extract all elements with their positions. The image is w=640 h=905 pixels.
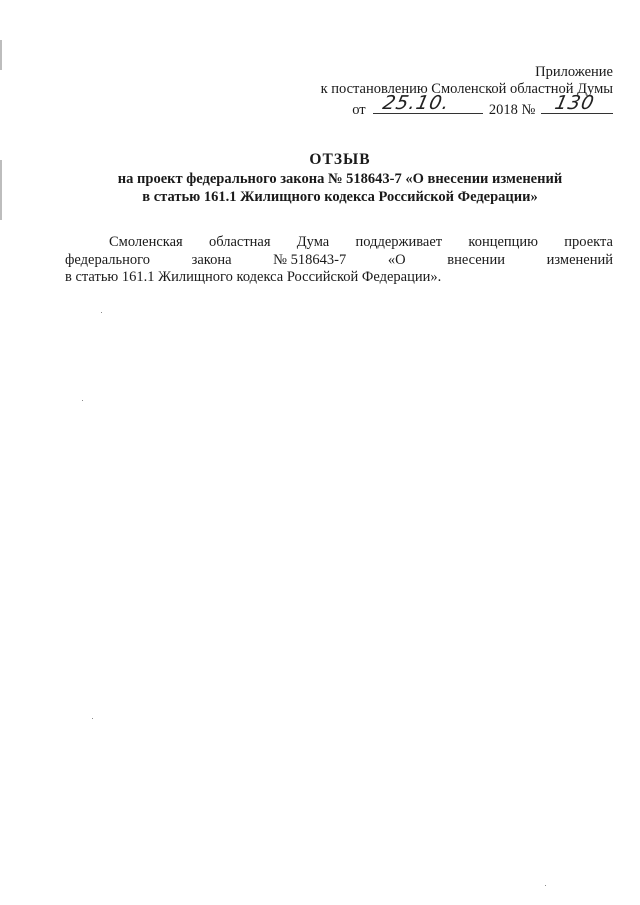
- body-line-3: в статью 161.1 Жилищного кодекса Российской Федерации».: [65, 269, 442, 285]
- body-word: федерального: [65, 251, 150, 268]
- scan-edge-mark: [0, 160, 2, 220]
- handwritten-date: 25.10.: [381, 92, 453, 114]
- appendix-resolution-line: к постановлению Смоленской областной Думы: [320, 81, 613, 97]
- document-title: [60, 150, 620, 206]
- date-prefix: от: [352, 102, 366, 118]
- body-word: изменений: [546, 251, 613, 268]
- appendix-date-line: [352, 92, 613, 119]
- scan-edge-mark: [0, 40, 2, 70]
- body-word: областная: [208, 234, 271, 250]
- scan-speck: [82, 400, 83, 401]
- scan-speck: [545, 885, 546, 886]
- body-word: проекта: [564, 234, 613, 250]
- number-blank: [541, 92, 613, 114]
- scan-speck: [92, 718, 93, 719]
- title-line-1: на проект федерального закона № 518643-7 «О внесении изменений: [117, 171, 563, 187]
- body-line-2: [65, 252, 613, 270]
- handwritten-number: 130: [552, 92, 597, 114]
- body-line-1: [65, 234, 613, 252]
- body-word: Дума: [296, 234, 330, 250]
- body-word: поддерживает: [355, 234, 443, 250]
- appendix-heading: Приложение: [535, 64, 613, 80]
- body-word: концепцию: [468, 234, 539, 250]
- title-heading: ОТЗЫВ: [309, 151, 371, 168]
- body-word: «О: [387, 251, 406, 268]
- year-number-label: 2018 №: [488, 102, 536, 118]
- body-word: Смоленская: [109, 234, 183, 250]
- body-word: закона: [191, 251, 232, 268]
- title-line-2: в статью 161.1 Жилищного кодекса Российской Федерации»: [142, 189, 538, 205]
- body-word: внесении: [447, 251, 505, 268]
- body-word: № 518643-7: [273, 251, 347, 268]
- scan-speck: [101, 312, 102, 313]
- body-paragraph: [65, 234, 613, 287]
- date-blank: [373, 92, 483, 114]
